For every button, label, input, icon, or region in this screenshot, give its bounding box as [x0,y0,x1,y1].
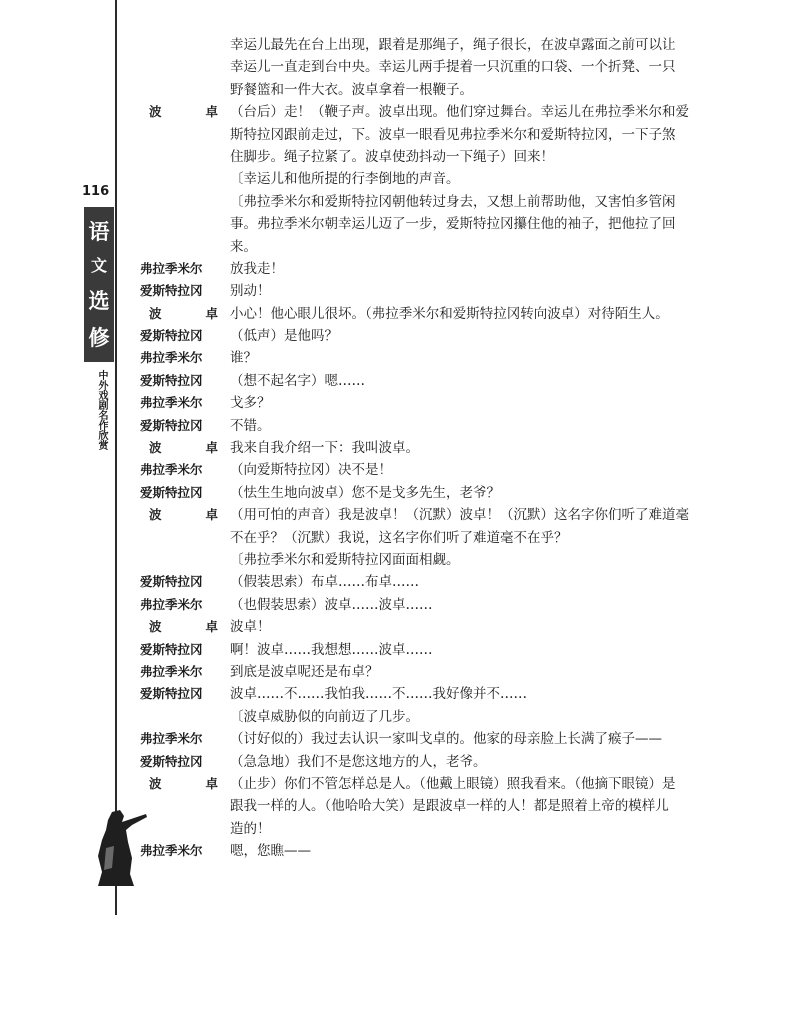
line-text: （假装思索）布卓……布卓…… [230,574,419,591]
speaker-name: 波卓 [149,619,218,635]
stage-direction [140,191,700,213]
line-text: 幸运儿一直走到台中央。幸运儿两手提着一只沉重的口袋、一个折凳、一只 [230,59,676,76]
dialogue-line [140,459,700,481]
dialogue-line [140,415,700,437]
text-line [140,124,700,146]
text-line [140,79,700,101]
dialogue-line [140,325,700,347]
line-text: 戈多？ [230,395,271,412]
dialogue-line [140,347,700,369]
speaker-name: 弗拉季米尔 [140,260,203,276]
line-text: 造的！ [230,820,271,837]
line-text: （怯生生地向波卓）您不是戈多先生，老爷？ [230,484,500,501]
speaker-name: 爱斯特拉冈 [140,372,203,388]
text-line [140,527,700,549]
speaker-name: 弗拉季米尔 [140,843,203,859]
dialogue-line [140,101,700,123]
speaker-name: 爱斯特拉冈 [140,753,203,769]
line-text: 斯特拉冈跟前走过，下。波卓一眼看见弗拉季米尔和爱斯特拉冈，一下子煞 [230,126,676,143]
dialogue-line [140,571,700,593]
margin-rule [115,0,117,915]
line-text: 来。 [230,238,257,255]
dialogue-line [140,392,700,414]
stage-direction [140,706,700,728]
line-text: 〔弗拉季米尔和爱斯特拉冈面面相觑。 [230,551,460,568]
line-text: 不在乎？（沉默）我说，这名字你们听了难道毫不在乎？ [230,529,568,546]
series-title-char: 修 [88,325,110,350]
line-text: （用可怕的声音）我是波卓！（沉默）波卓！（沉默）这名字你们听了难道毫 [230,507,689,524]
speaker-name: 波卓 [149,104,218,120]
line-text: 〔幸运儿和他所提的行李倒地的声音。 [230,171,460,188]
dialogue-line [140,728,700,750]
line-text: （想不起名字）嗯…… [230,372,365,389]
speaker-name: 波卓 [149,507,218,523]
speaker-name: 爱斯特拉冈 [140,484,203,500]
speaker-name: 爱斯特拉冈 [140,417,203,433]
speaker-name: 爱斯特拉冈 [140,641,203,657]
speaker-name: 爱斯特拉冈 [140,686,203,702]
line-text: 野餐篮和一件大衣。波卓拿着一根鞭子。 [230,81,473,98]
series-title-char: 文 [90,256,107,275]
dialogue-line [140,504,700,526]
line-text: 跟我一样的人。（他哈哈大笑）是跟波卓一样的人！都是照着上帝的模样儿 [230,798,669,815]
line-text: （止步）你们不管怎样总是人。（他戴上眼镜）照我看来。（他摘下眼镜）是 [230,775,676,792]
book-subtitle: 中外戏剧名作欣赏 [96,370,107,450]
line-text: 放我走！ [230,260,284,277]
page-number: 116 [82,184,110,199]
text-line [140,146,700,168]
line-text: 小心！他心眼儿很坏。（弗拉季米尔和爱斯特拉冈转向波卓）对待陌生人。 [230,305,669,322]
dialogue-line [140,661,700,683]
speaker-name: 弗拉季米尔 [140,462,203,478]
line-text: 事。弗拉季米尔朝幸运儿迈了一步，爱斯特拉冈攥住他的袖子，把他拉了回 [230,216,676,233]
line-text: 波卓……不……我怕我……不……我好像并不…… [230,686,527,703]
line-text: 啊！波卓……我想想……波卓…… [230,641,433,658]
dialogue-line [140,594,700,616]
dialogue-line [140,437,700,459]
speaker-name: 爱斯特拉冈 [140,283,203,299]
speaker-name: 爱斯特拉冈 [140,574,203,590]
stage-direction [140,549,700,571]
speaker-name: 波卓 [149,305,218,321]
line-text: 〔波卓威胁似的向前迈了几步。 [230,708,419,725]
dialogue-line [140,482,700,504]
line-text: （急急地）我们不是您这地方的人，老爷。 [230,753,487,770]
stage-direction [140,168,700,190]
text-line [140,236,700,258]
series-title-char: 选 [88,288,110,313]
script-text [140,34,700,862]
line-text: 别动！ [230,283,271,300]
speaker-name: 弗拉季米尔 [140,596,203,612]
line-text: 波卓！ [230,619,271,636]
dialogue-line [140,639,700,661]
speaker-name: 弗拉季米尔 [140,350,203,366]
line-text: 住脚步。绳子拉紧了。波卓使劲抖动一下绳子）回来！ [230,148,554,165]
dialogue-line [140,840,700,862]
speaker-name: 弗拉季米尔 [140,395,203,411]
dialogue-line [140,616,700,638]
speaker-name: 波卓 [149,775,218,791]
dialogue-line [140,303,700,325]
line-text: 嗯，您瞧—— [230,843,311,860]
line-text: 不错。 [230,417,271,434]
line-text: 〔弗拉季米尔和爱斯特拉冈朝他转过身去，又想上前帮助他，又害怕多管闲 [230,193,676,210]
line-text: 我来自我介绍一下：我叫波卓。 [230,440,419,457]
series-title-band [84,207,114,362]
dialogue-line [140,773,700,795]
line-text: 幸运儿最先在台上出现，跟着是那绳子，绳子很长，在波卓露面之前可以让 [230,37,676,53]
line-text: 到底是波卓呢还是布卓？ [230,663,379,680]
speaker-name: 弗拉季米尔 [140,731,203,747]
speaker-name: 波卓 [149,440,218,456]
text-line [140,34,700,56]
line-text: （台后）走！（鞭子声。波卓出现。他们穿过舞台。幸运儿在弗拉季米尔和爱 [230,104,689,121]
dialogue-line [140,280,700,302]
line-text: 谁？ [230,350,257,367]
line-text: （也假装思索）波卓……波卓…… [230,596,433,613]
speaker-name: 爱斯特拉冈 [140,328,203,344]
line-text: （低声）是他吗？ [230,328,338,345]
line-text: （向爱斯特拉冈）决不是！ [230,462,392,479]
dialogue-line [140,751,700,773]
line-text: （讨好似的）我过去认识一家叫戈卓的。他家的母亲脸上长满了瘊子—— [230,731,662,748]
dialogue-line [140,258,700,280]
dialogue-line [140,370,700,392]
dialogue-line [140,683,700,705]
speaker-name: 弗拉季米尔 [140,663,203,679]
series-title-char: 语 [88,219,110,244]
text-line [140,213,700,235]
text-line [140,818,700,840]
text-line [140,795,700,817]
text-line [140,56,700,78]
